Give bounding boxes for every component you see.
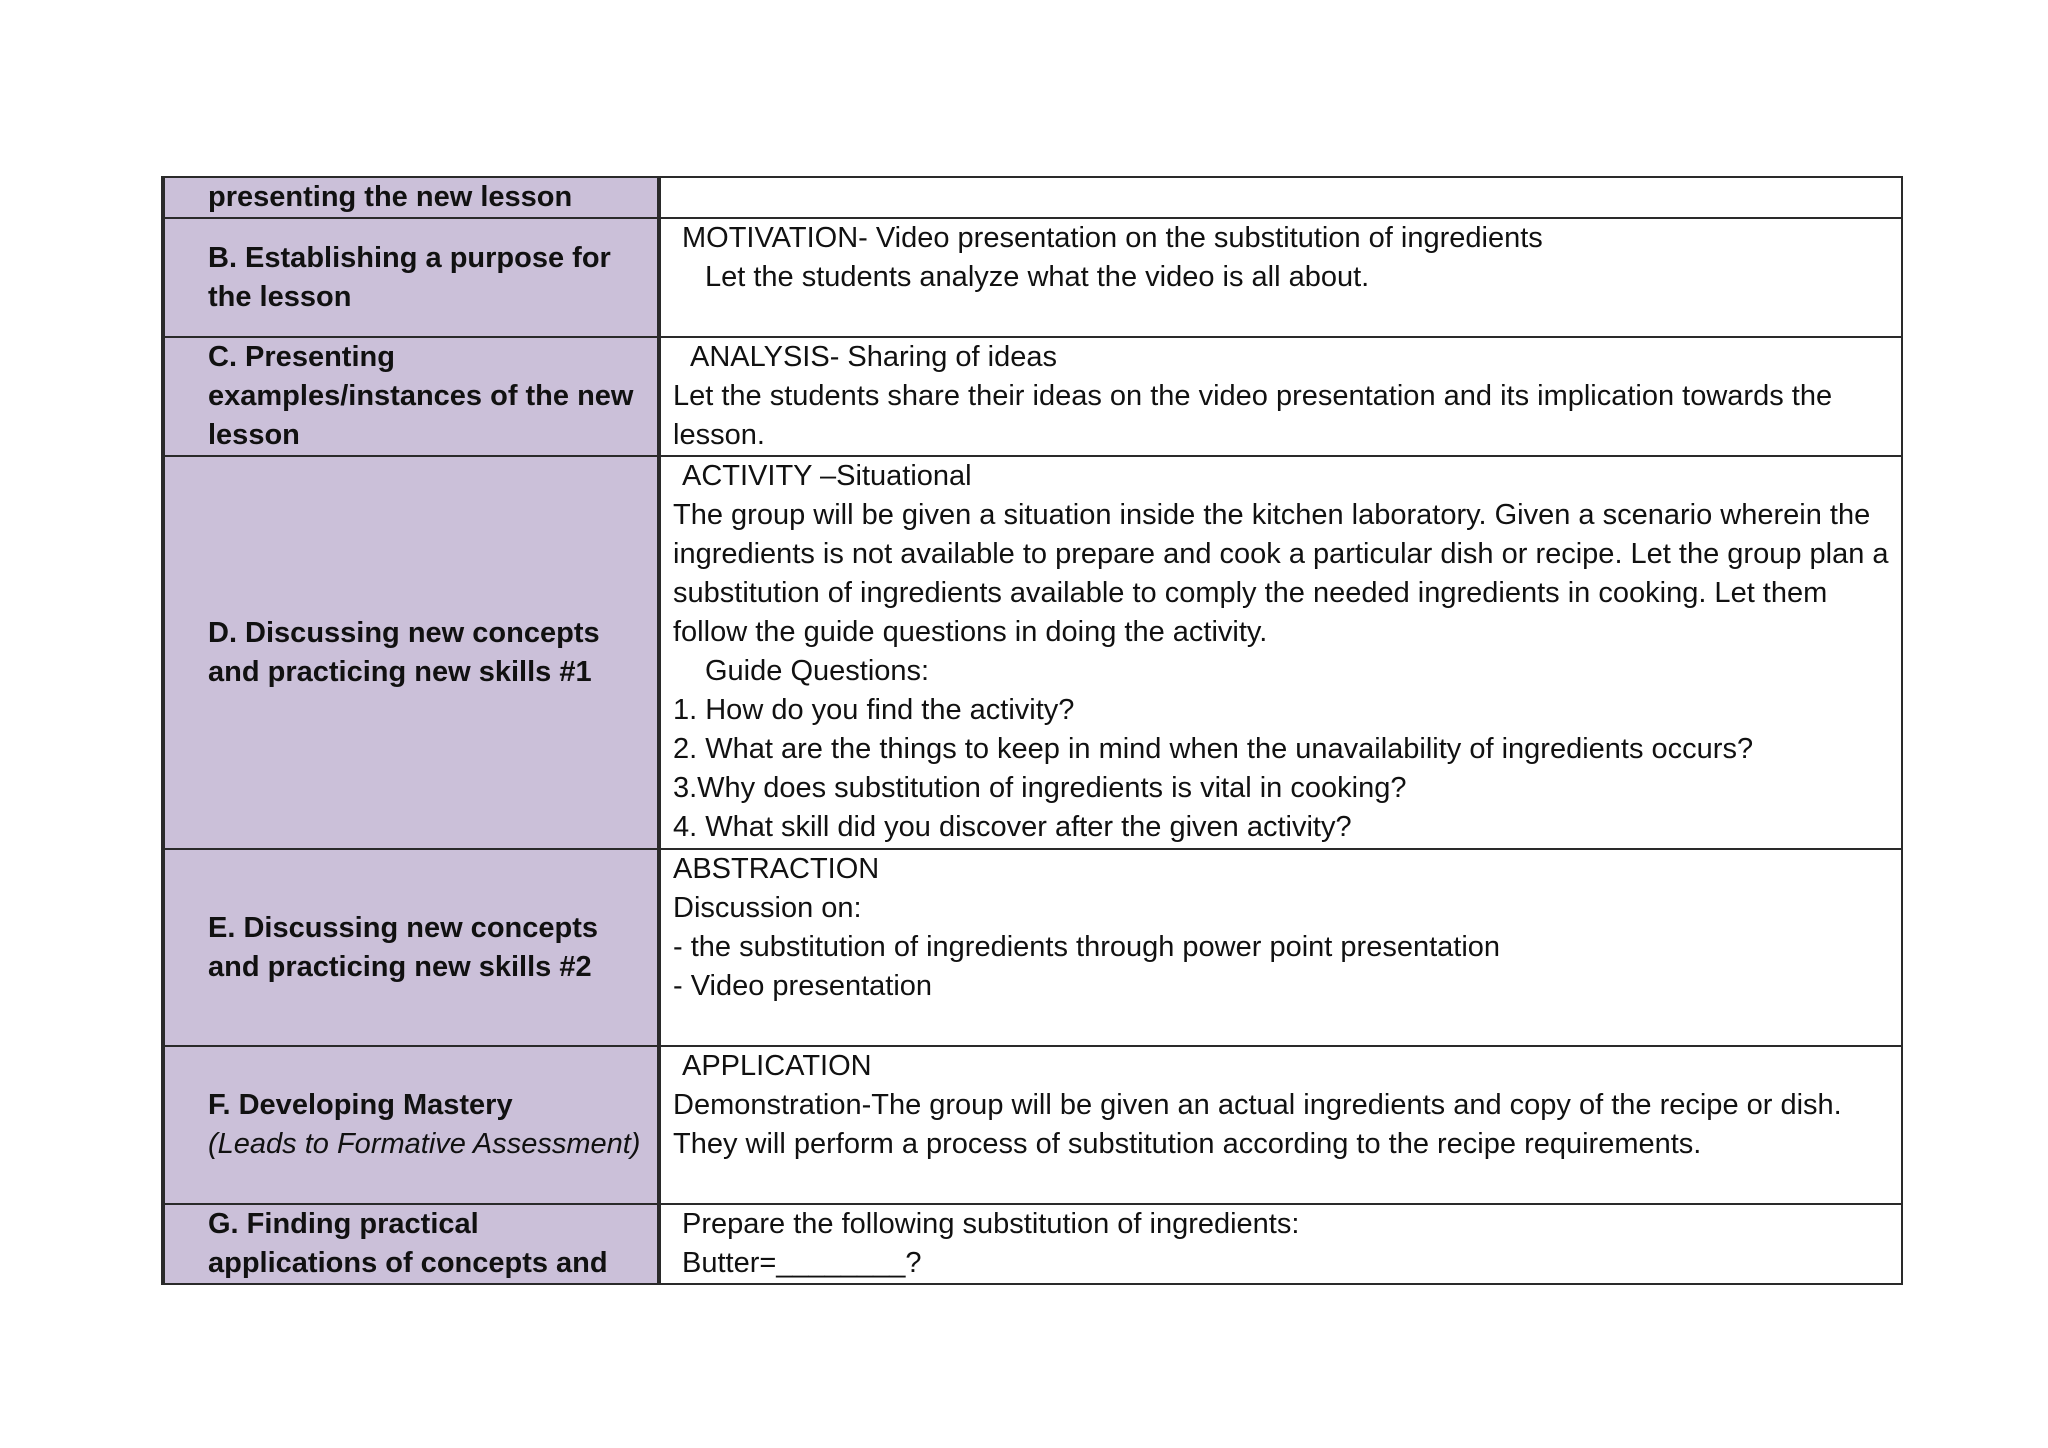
lesson-plan-table bbox=[161, 176, 1903, 1285]
table-row bbox=[163, 1204, 1902, 1284]
content-line: Butter=________? bbox=[682, 1247, 922, 1279]
row-label-cell bbox=[163, 218, 659, 337]
content-line: - the substitution of ingredients through power point presentation bbox=[673, 931, 1501, 963]
row-content-cell bbox=[659, 456, 1902, 849]
row-content-cell bbox=[659, 218, 1902, 337]
content-line: - Video presentation bbox=[673, 970, 933, 1002]
row-content-cell bbox=[659, 177, 1902, 218]
table-row bbox=[163, 849, 1902, 1046]
row-sublabel: (Leads to Formative Assessment) bbox=[208, 1128, 641, 1160]
table-row bbox=[163, 1046, 1902, 1204]
row-label-cell bbox=[163, 337, 659, 456]
row-label: G. Finding practical applications of concepts and bbox=[208, 1208, 608, 1279]
row-label: presenting the new lesson bbox=[208, 181, 573, 213]
row-label: E. Discussing new concepts and practicing new skills #2 bbox=[208, 911, 598, 983]
row-label: F. Developing Mastery bbox=[208, 1089, 513, 1121]
row-label-cell bbox=[163, 849, 659, 1046]
row-label-cell bbox=[163, 177, 659, 218]
row-content-cell bbox=[659, 849, 1902, 1046]
content-line: 2. What are the things to keep in mind when the unavailability of ingredients occurs? bbox=[673, 733, 1754, 765]
content-line: Let the students analyze what the video is all about. bbox=[705, 261, 1370, 293]
content-heading: MOTIVATION- Video presentation on the substitution of ingredients bbox=[682, 222, 1543, 254]
content-heading: ABSTRACTION bbox=[673, 853, 880, 885]
row-label-cell bbox=[163, 1204, 659, 1284]
content-paragraph: Let the students share their ideas on the video presentation and its implication towards the lesson. bbox=[673, 380, 1833, 451]
row-label: C. Presenting examples/instances of the new lesson bbox=[208, 341, 634, 451]
content-line: 1. How do you find the activity? bbox=[673, 694, 1075, 726]
row-content-cell bbox=[659, 1204, 1902, 1284]
content-paragraph: Demonstration-The group will be given an actual ingredients and copy of the recipe or dish. They will perform a process of substitution according to the recipe requirements. bbox=[673, 1089, 1842, 1160]
row-label-cell bbox=[163, 1046, 659, 1204]
row-content-cell bbox=[659, 1046, 1902, 1204]
content-line: 3.Why does substitution of ingredients is vital in cooking? bbox=[673, 772, 1407, 804]
table-row bbox=[163, 337, 1902, 456]
content-paragraph: The group will be given a situation inside the kitchen laboratory. Given a scenario wherein the ingredients is not available to prepare and cook a particular dish or recipe. Let the group plan a substitution of ingredients available to comply the needed ingredients in cooking. Let them follow the guide questions in doing the activity. bbox=[673, 499, 1889, 648]
content-line: Discussion on: bbox=[673, 892, 862, 924]
row-content-cell bbox=[659, 337, 1902, 456]
content-line: Guide Questions: bbox=[705, 655, 930, 687]
content-heading: APPLICATION bbox=[682, 1050, 872, 1082]
content-line: 4. What skill did you discover after the given activity? bbox=[673, 811, 1352, 843]
content-heading: Prepare the following substitution of ingredients: bbox=[682, 1208, 1300, 1240]
row-label-cell bbox=[163, 456, 659, 849]
row-label: D. Discussing new concepts and practicing new skills #1 bbox=[208, 616, 600, 688]
table-row bbox=[163, 177, 1902, 218]
content-heading: ANALYSIS- Sharing of ideas bbox=[690, 341, 1057, 373]
table-row bbox=[163, 218, 1902, 337]
table-row bbox=[163, 456, 1902, 849]
row-label: B. Establishing a purpose for the lesson bbox=[208, 241, 611, 313]
content-heading: ACTIVITY –Situational bbox=[682, 460, 972, 492]
